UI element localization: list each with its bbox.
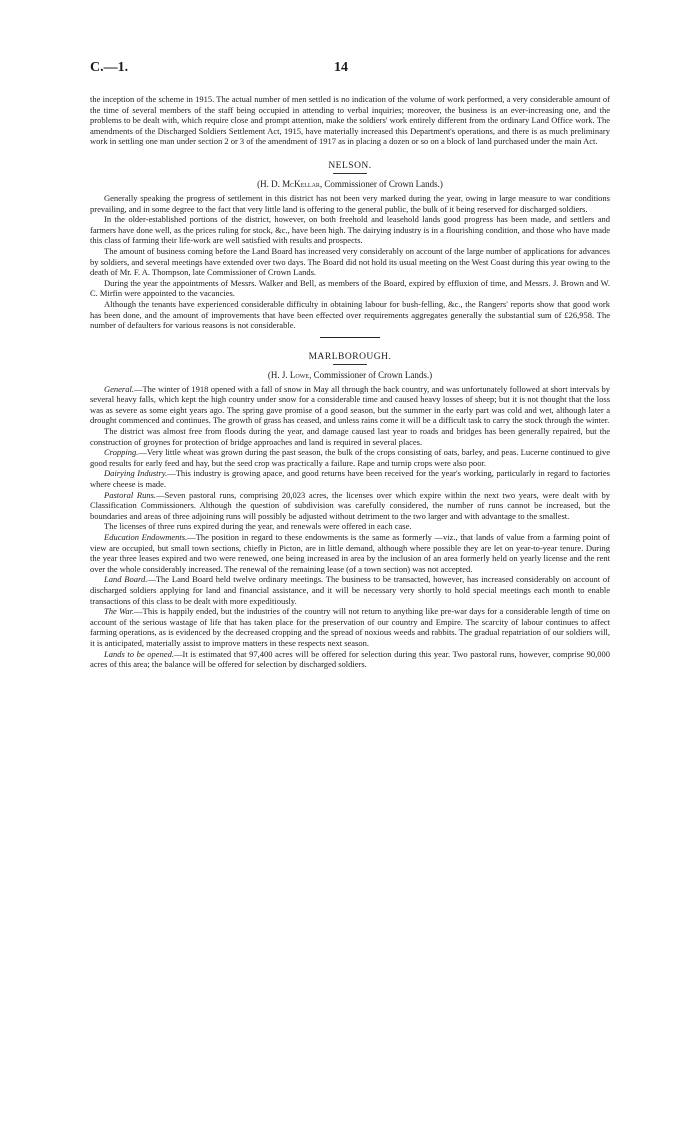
heading-rule — [333, 364, 367, 365]
nelson-commissioner: (H. D. McKellar, Commissioner of Crown Lands.) — [257, 178, 443, 189]
marlborough-paragraph: Pastoral Runs.—Seven pastoral runs, comprising 20,023 acres, the licenses over which expire within the next two years, were dealt with by Classification Commissioners. Although the question of subdivision was carefully considered, the number of runs cannot be increased, but the boundaries and areas of three adjoining runs will possibly be adjusted without detriment to the two larger and with advantage to the smallest. — [90, 489, 611, 521]
marlborough-paragraph: Education Endowments.—The position in regard to these endowments is the same as formerly —viz., that lands of value from a farming point of view are occupied, but small town sections, chiefly in Picton, are in little demand, although where possible they are let on year-to-year tenure. During the year three leases expired and two were renewed, one being increased in area by the inclusion of an area formerly held on yearly license and the rent over the whole considerably increased. The renewal of the remaining lease (of a town section) was not accepted. — [90, 532, 610, 574]
intro-paragraph: the inception of the scheme in 1915. The actual number of men settled is no indication of the volume of work performed, a very considerable amount of the time of several members of the staff being occupied in attending to verbal inquiries; moreover, the business is an ever-increasing one, and the problems to be dealt with, which require close and prompt attention, make the soldiers' work entirely different from the ordinary Land Office work. The amendments of the Discharged Soldiers Settlement Act, 1915, have materially increased this Department's operations, and there is as much preliminary work in settling one man under section 2 or 3 of the amendment of 1917 as in placing a dozen or so on a block of land purchased under the main Act. — [90, 94, 610, 147]
nelson-heading: NELSON. — [328, 160, 372, 171]
nelson-paragraph: The amount of business coming before the Land Board has increased very considerably on account of the large number of applications for advances by soldiers, and several meetings have extended over two days. The Board did not hold its usual meeting on the West Coast during this year owing to the death of Mr. F. A. Thompson, late Commissioner of Crown Lands. — [90, 245, 610, 278]
nelson-paragraph: In the older-established portions of the district, however, on both freehold and leasehold lands good progress has been made, and settlers and farmers have done well, as the prices ruling for stock, &c., have been high. The dairying industry is in a flourishing condition, and those who have made this class of farming their life-work are well satisfied with results and prospects. — [90, 214, 610, 246]
nelson-paragraph: During the year the appointments of Messrs. Walker and Bell, as members of the Board, expired by effluxion of time, and Messrs. J. Brown and W. C. Mirfin were appointed to the vacancies. — [90, 277, 610, 299]
marlborough-paragraph: The War.—This is happily ended, but the industries of the country will not return to anything like pre-war days for a considerable length of time on account of the serious wastage of life that has taken place for the preservation of our country and Empire. The scarcity of labour continues to affect farming operations, as is evidenced by the decreased cropping and the spread of noxious weeds and rabbits. The gradual repatriation of our soldiers will, it is anticipated, materially assist to improve matters in these respects next season. — [90, 606, 610, 648]
marlborough-paragraph: Land Board.—The Land Board held twelve ordinary meetings. The business to be transacted, however, has increased considerably on account of discharged soldiers applying for land and financial assistance, and it will be necessary very shortly to hold special meetings each month to enable transactions of this class to be dealt with more expeditiously. — [90, 574, 610, 606]
page-number: 14 — [334, 60, 348, 75]
page-header — [90, 60, 610, 82]
marlborough-heading: MARLBOROUGH. — [308, 351, 392, 362]
nelson-paragraph: Generally speaking the progress of settlement in this district has not been very marked during the year, owing in large measure to war conditions prevailing, and in some degree to the fact that very little land is offering to the general public, the bulk of it being reserved for discharged soldiers. — [90, 192, 610, 214]
marlborough-commissioner: (H. J. Lowe, Commissioner of Crown Lands.) — [267, 369, 433, 380]
nelson-paragraph: Although the tenants have experienced considerable difficulty in obtaining labour for bush-felling, &c., the Rangers' reports show that good work has been done, and the amount of improvements that have been effected over requirements aggregates generally the substantial sum of £26,958. The number of defaulters for various reasons is not considerable. — [90, 298, 610, 331]
marlborough-paragraph: The district was almost free from floods during the year, and damage caused last year to roads and bridges has been generally repaired, but the construction of groynes for protection of bridge approaches and land is required in several places. — [90, 426, 610, 447]
marlborough-paragraph: Cropping.—Very little wheat was grown during the past season, the bulk of the crops consisting of oats, barley, and peas. Lucerne continued to give good results for early feed and hay, but the seed crop was practically a failure. Rape and turnip crops were also poor. — [90, 447, 610, 468]
marlborough-paragraph: General.—The winter of 1918 opened with a fall of snow in May all through the back country, and was unfortunately followed at short intervals by several heavy falls, which kept the high country under snow for a considerable time and caused heavy losses of sheep; but it is not thought that the loss was as severe as some eight years ago. The spring gave promise of a good season, but the summer in the early part was cold and wet, although later a drought commenced and continues. The growth of grass has ceased, and unless rains come it will be a difficult task to carry the stock through the winter. — [90, 383, 610, 426]
report-code: C.—1. — [90, 60, 129, 75]
marlborough-paragraph: Lands to be opened.—It is estimated that 97,400 acres will be offered for selection during this year. Two pastoral runs, however, comprise 90,000 acres of this area; the balance will be offered for selection by discharged soldiers. — [90, 648, 611, 670]
section-separator — [320, 337, 380, 338]
marlborough-paragraph: Dairying Industry.—This industry is growing apace, and good returns have been received for the year's working, particularly in regard to factories where cheese is made. — [90, 468, 610, 490]
heading-rule — [333, 173, 367, 174]
marlborough-paragraph: The licenses of three runs expired during the year, and renewals were offered in each case. — [104, 521, 412, 532]
document-page — [90, 60, 610, 670]
